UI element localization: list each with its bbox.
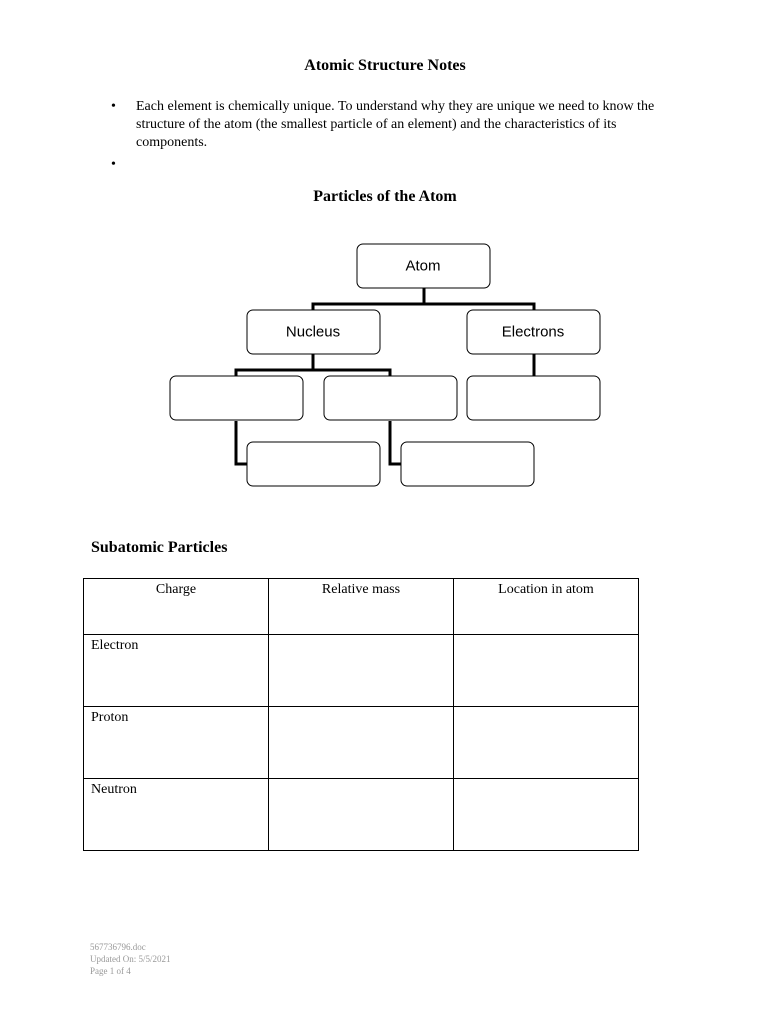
connector-nucleus-blank-1 — [236, 354, 313, 377]
table-cell: Electron — [84, 635, 269, 707]
node-blank-5 — [401, 442, 534, 486]
node-blank-2 — [324, 376, 457, 420]
node-nucleus-label: Nucleus — [285, 323, 341, 341]
table-cell: Neutron — [84, 779, 269, 851]
bullet-text: Each element is chemically unique. To understand why they are unique we need to know the structure of the atom (the smallest particle of an element) and the characteristics of its components. — [136, 99, 655, 150]
node-blank-4 — [247, 442, 380, 486]
table-cell: Proton — [84, 707, 269, 779]
table-cell — [454, 707, 639, 779]
table-cell — [454, 779, 639, 851]
section-title: Subatomic Particles — [91, 539, 228, 556]
connector-blank-2-blank-5 — [390, 421, 401, 464]
node-blank-1 — [170, 376, 303, 420]
bullet-icon: • — [111, 99, 116, 114]
footer-filename: 567736796.doc — [90, 942, 146, 952]
table-header-row — [84, 579, 639, 635]
connector-atom-nucleus — [313, 288, 424, 311]
column-header: Relative mass — [269, 579, 454, 635]
page-footer — [90, 941, 171, 977]
page-title: Atomic Structure Notes — [304, 57, 466, 74]
column-header: Location in atom — [454, 579, 639, 635]
bullet-icon: • — [111, 157, 116, 172]
table-cell — [269, 635, 454, 707]
connector-blank-1-blank-4 — [236, 421, 247, 464]
subatomic-particles-table — [83, 578, 639, 851]
node-atom-label: Atom — [405, 257, 441, 275]
table-cell — [269, 707, 454, 779]
footer-updated: Updated On: 5/5/2021 — [90, 954, 171, 964]
node-blank-3 — [467, 376, 600, 420]
node-electrons-label: Electrons — [501, 323, 565, 341]
table-row — [84, 635, 639, 707]
diagram-heading: Particles of the Atom — [313, 188, 457, 205]
column-header: Charge — [84, 579, 269, 635]
table-cell — [269, 779, 454, 851]
table-row — [84, 707, 639, 779]
table-cell — [454, 635, 639, 707]
footer-page-number: Page 1 of 4 — [90, 966, 131, 976]
table-row — [84, 779, 639, 851]
